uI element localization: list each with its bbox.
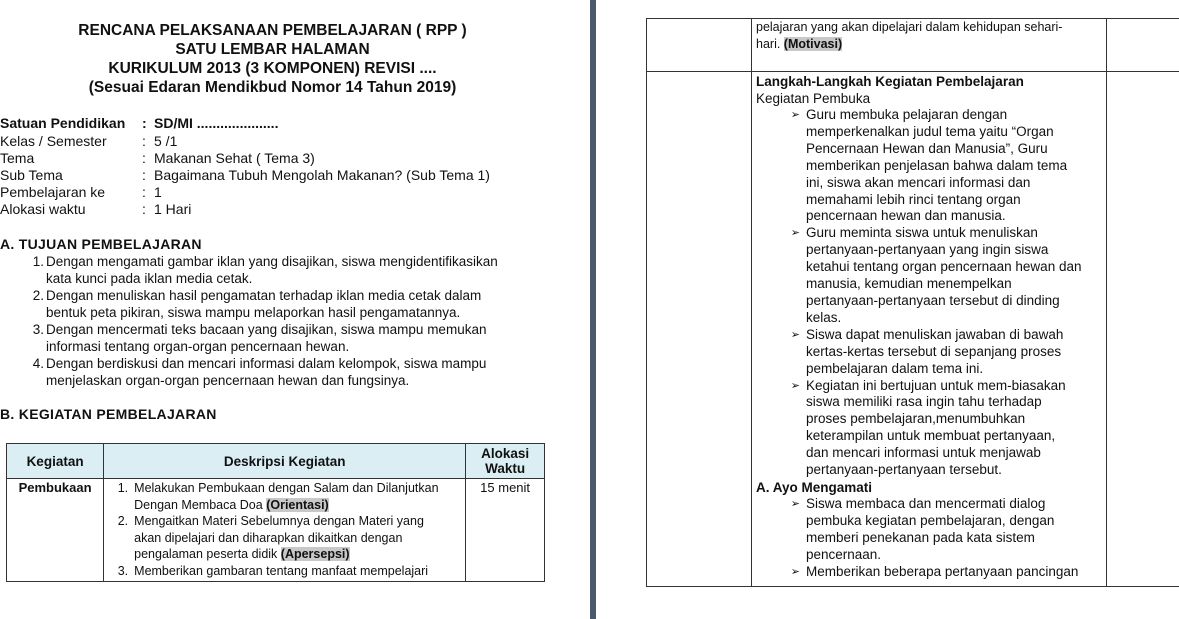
meta-value: Bagaimana Tubuh Mengolah Makanan? (Sub Tema 1) xyxy=(154,167,490,183)
cell-deskripsi xyxy=(104,479,466,582)
col-header-deskripsi: Deskripsi Kegiatan xyxy=(104,444,466,479)
arrow-bullet-icon: ➢ xyxy=(790,565,800,578)
objective-item: 3. Dengan mencermati teks bacaan yang disajikan, siswa mampu memukan informasi tentang organ-organ pencernaan hewan. xyxy=(32,322,487,354)
meta-row: Sub Tema : Bagaimana Tubuh Mengolah Makanan? (Sub Tema 1) xyxy=(0,167,490,183)
cell-deskripsi xyxy=(752,72,1107,587)
objective-item: 4. Dengan berdiskusi dan mencari informasi dalam kelompok, siswa mampu menjelaskan organ-organ pencernaan hewan dan fungsinya. xyxy=(32,356,487,388)
meta-label: Satuan Pendidikan xyxy=(0,115,126,131)
meta-value: Makanan Sehat ( Tema 3) xyxy=(154,150,315,166)
activity-table xyxy=(6,443,545,582)
list-item: ➢ Memberikan beberapa pertanyaan pancingan xyxy=(756,564,1102,581)
objective-item: 2. Dengan menuliskan hasil pengamatan terhadap iklan media cetak dalam bentuk peta pikiran, siswa mampu melaporkan hasil pengamatannya. xyxy=(32,288,482,320)
meta-value: 5 /1 xyxy=(154,133,178,149)
meta-label: Tema xyxy=(0,150,35,166)
meta-row: Alokasi waktu : 1 Hari xyxy=(0,201,192,217)
list-item: 2. Mengaitkan Materi Sebelumnya dengan Materi yang akan dipelajari dan diharapkan dikaitkan dengan pengalaman peserta didik (Apersepsi) xyxy=(117,514,424,562)
section-a-heading: A. TUJUAN PEMBELAJARAN xyxy=(0,236,202,252)
highlight-label: (Motivasi) xyxy=(783,37,843,51)
meta-label: Pembelajaran ke xyxy=(0,184,106,200)
list-item: ➢ Siswa membaca dan mencermati dialog pembuka kegiatan pembelajaran, dengan memberi penekanan pada kata sistem pencernaan. xyxy=(756,496,1102,564)
list-item: ➢ Guru membuka pelajaran dengan memperkenalkan judul tema yaitu “Organ Pencernaan Hewan dan Manusia”, Guru memberikan penjelasan bahwa dalam tema ini, siswa akan mencari informasi dan memahami lebih rinci tentang organ pencernaan hewan dan manusia. xyxy=(756,107,1102,225)
meta-value: SD/MI ..................... xyxy=(154,115,279,131)
meta-label: Sub Tema xyxy=(0,167,63,183)
doc-reference: (Sesuai Edaran Mendikbud Nomor 14 Tahun 2019) xyxy=(88,79,457,96)
steps-heading: Langkah-Langkah Kegiatan Pembelajaran xyxy=(756,74,1024,89)
arrow-bullet-icon: ➢ xyxy=(790,328,800,341)
cell-kegiatan: Pembukaan xyxy=(7,479,104,582)
objective-item: 1. Dengan mengamati gambar iklan yang disajikan, siswa mengidentifikasikan kata kunci pada iklan media cetak. xyxy=(32,254,498,286)
meta-row: Tema : Makanan Sehat ( Tema 3) xyxy=(0,150,315,166)
highlight-label: (Apersepsi) xyxy=(280,547,350,562)
activity-table-continued xyxy=(646,18,1179,587)
cell-alokasi xyxy=(1107,19,1179,72)
list-item: ➢ Kegiatan ini bertujuan untuk mem-biasakan siswa memiliki rasa ingin tahu terhadap proses pembelajaran,menumbuhkan keterampilan untuk membuat pertanyaan, dan mencari informasi untuk menjawab pertanyaan-pertanyaan tersebut. xyxy=(756,378,1102,479)
doc-title: RENCANA PELAKSANAAN PEMBELAJARAN ( RPP ) xyxy=(78,22,467,39)
arrow-bullet-icon: ➢ xyxy=(790,497,800,510)
col-header-alokasi: Alokasi Waktu xyxy=(466,444,545,479)
cell-alokasi: 15 menit xyxy=(466,479,545,582)
section-b-heading: B. KEGIATAN PEMBELAJARAN xyxy=(0,406,217,422)
ayo-mengamati-heading: A. Ayo Mengamati xyxy=(756,479,873,495)
meta-value: 1 xyxy=(154,184,162,200)
opening-label: Kegiatan Pembuka xyxy=(756,91,871,106)
table-row xyxy=(647,72,1179,587)
cell-kegiatan xyxy=(647,19,752,72)
list-item: ➢ Guru meminta siswa untuk menuliskan pertanyaan-pertanyaan yang ingin siswa ketahui tentang organ pencernaan hewan dan manusia, kemudian menempelkan pertanyaan-pertanyaan tersebut di dinding kelas. xyxy=(756,225,1102,326)
table-header-row xyxy=(7,444,545,479)
list-item: 1. Melakukan Pembukaan dengan Salam dan Dilanjutkan Dengan Membaca Doa (Orientasi) xyxy=(117,481,439,512)
cell-deskripsi: pelajaran yang akan dipelajari dalam kehidupan sehari- hari. (Motivasi) xyxy=(752,19,1107,72)
page-divider xyxy=(590,0,596,619)
arrow-bullet-icon: ➢ xyxy=(790,379,800,392)
meta-label: Alokasi waktu xyxy=(0,201,86,217)
list-item: ➢ Siswa dapat menuliskan jawaban di bawah kertas-kertas tersebut di sepanjang proses pembelajaran dalam tema ini. xyxy=(756,327,1102,378)
arrow-bullet-icon: ➢ xyxy=(790,227,800,240)
cell-kegiatan xyxy=(647,72,752,587)
highlight-label: (Orientasi) xyxy=(266,497,329,512)
doc-subtitle: SATU LEMBAR HALAMAN xyxy=(175,41,370,58)
list-item: 3. Memberikan gambaran tentang manfaat mempelajari xyxy=(117,563,429,578)
meta-label: Kelas / Semester xyxy=(0,133,107,149)
meta-row: Pembelajaran ke : 1 xyxy=(0,184,162,200)
meta-value: 1 Hari xyxy=(154,201,192,217)
right-page xyxy=(598,0,1179,619)
table-row xyxy=(7,479,545,582)
cell-alokasi xyxy=(1107,72,1179,587)
meta-row: Satuan Pendidikan : SD/MI ..................... xyxy=(0,115,279,131)
col-header-kegiatan: Kegiatan xyxy=(7,444,104,479)
doc-curriculum: KURIKULUM 2013 (3 KOMPONEN) REVISI .... xyxy=(108,60,437,77)
meta-row: Kelas / Semester : 5 /1 xyxy=(0,133,178,149)
table-row xyxy=(647,19,1179,72)
arrow-bullet-icon: ➢ xyxy=(790,109,800,121)
